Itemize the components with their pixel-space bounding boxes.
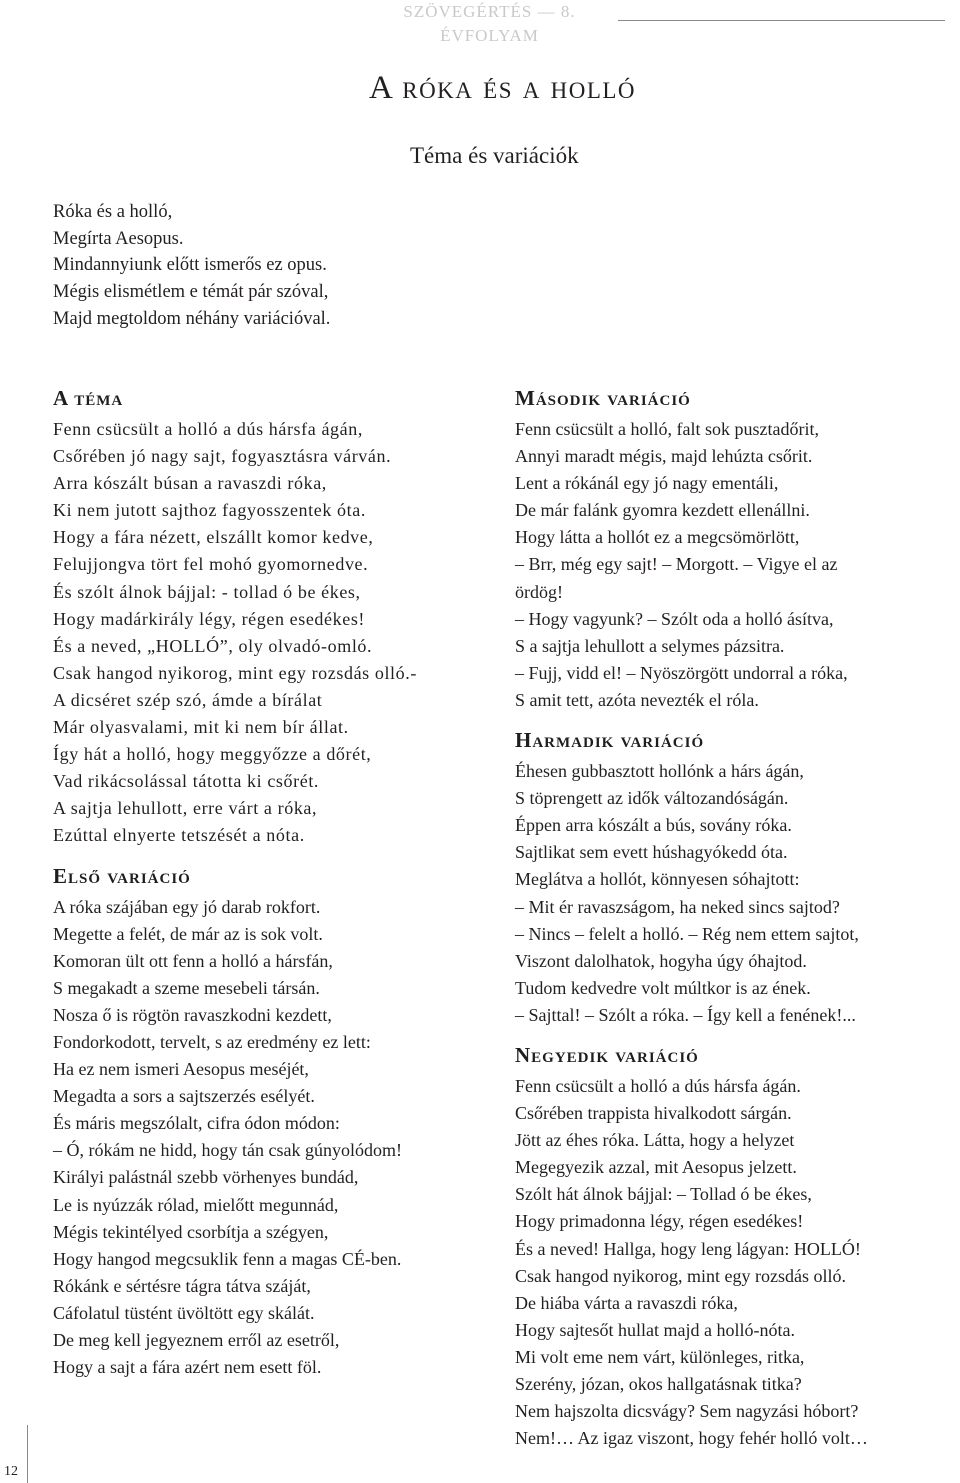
intro-line: Mégis elismétlem e témát pár szóval, <box>53 282 329 303</box>
poem-line: Szerény, józan, okos hallgatásnak titka? <box>515 1374 802 1394</box>
poem-line: Hogy a fára nézett, elszállt komor kedve, <box>53 527 374 548</box>
poem-line: Hogy hangod megcsuklik fenn a magas CÉ-ben. <box>53 1248 402 1269</box>
poem-lines <box>53 894 503 1382</box>
poem-line: Le is nyúzzák rólad, mielőtt megunnád, <box>53 1194 339 1215</box>
poem-line: Csőrében jó nagy sajt, fogyasztásra várván. <box>53 446 392 467</box>
poem-line: Csak hangod nyikorog, mint egy rozsdás olló.- <box>53 662 417 683</box>
poem-line: Annyi maradt mégis, majd lehúzta csőrit. <box>515 446 813 467</box>
page-title: A róka és a holló <box>368 70 637 106</box>
poem-line: S töprengett az idők változandóságán. <box>515 788 789 809</box>
intro-stanza <box>53 199 330 333</box>
poem-line: Jött az éhes róka. Látta, hogy a helyzet <box>515 1130 795 1151</box>
poem-line: Hogy primadonna légy, régen esedékes! <box>515 1211 804 1232</box>
poem-line: Hogy sajtesőt hullat majd a holló-nóta. <box>515 1319 795 1340</box>
poem-lines <box>515 758 955 1029</box>
poem-line: Csak hangod nyikorog, mint egy rozsdás olló. <box>515 1265 846 1286</box>
poem-line: Hogy madárkirály légy, régen esedékes! <box>53 608 366 629</box>
poem-line: Már olyasvalami, mit ki nem bír állat. <box>53 717 349 738</box>
poem-line: S megakadt a szeme mesebeli társán. <box>53 977 320 998</box>
poem-line: Sajtlikat sem evett húshagyókedd óta. <box>515 842 788 863</box>
poem-line: Komoran ült ott fenn a holló a hársfán, <box>53 950 333 971</box>
section-heading: Első variáció <box>53 863 191 888</box>
poem-line: – Mit ér ravaszságom, ha neked sincs sajtod? <box>515 896 840 917</box>
poem-line: – Brr, még egy sajt! – Morgott. – Vigye el az <box>515 554 838 575</box>
poem-line: Arra kószált búsan a ravaszdi róka, <box>53 473 327 494</box>
poem-line: A sajtja lehullott, erre várt a róka, <box>53 798 318 819</box>
poem-line: Éhesen gubbasztott hollónk a hárs ágán, <box>515 761 804 782</box>
poem-line: De már falánk gyomra kezdett ellenállni. <box>515 500 810 521</box>
page-number-rule <box>27 1425 28 1483</box>
section-negyedik <box>515 1041 955 1452</box>
poem-line: Meglátva a hollót, könnyesen sóhajtott: <box>515 869 800 890</box>
poem-line: Nem!… Az igaz viszont, hogy fehér holló volt… <box>515 1428 868 1449</box>
poem-line: Így hát a holló, hogy meggyőzze a dőrét, <box>53 744 372 765</box>
poem-line: Tudom kedvedre volt múltkor is az ének. <box>515 977 811 998</box>
poem-line: S amit tett, azóta nevezték el róla. <box>515 689 759 710</box>
poem-line: Királyi palástnál szebb vörhenyes bundád, <box>53 1167 359 1188</box>
section-heading: A téma <box>53 386 124 410</box>
section-tema <box>53 384 503 850</box>
poem-line: A dicséret szép szó, ámde a bírálat <box>53 689 323 710</box>
poem-line: De hiába várta a ravaszdi róka, <box>515 1292 738 1313</box>
header-rule <box>618 20 945 21</box>
poem-lines <box>53 416 503 850</box>
poem-line: Mégis tekintélyed csorbítja a szégyen, <box>53 1221 329 1242</box>
poem-line: Felujjongva tört fel mohó gyomornedve. <box>53 554 369 575</box>
poem-line: Viszont dalolhatok, hogyha úgy óhajtod. <box>515 950 807 971</box>
poem-line: Fenn csücsült a holló a dús hársfa ágán. <box>515 1075 801 1096</box>
poem-line: Nem hajszolta dicsvágy? Sem nagyzási hóbort? <box>515 1401 859 1422</box>
poem-line: – Nincs – felelt a holló. – Rég nem ettem sajtot, <box>515 923 859 944</box>
poem-line: S a sajtja lehullott a selymes pázsitra. <box>515 635 785 656</box>
poem-line: Hogy a sajt a fára azért nem esett föl. <box>53 1357 322 1378</box>
poem-line: – Fujj, vidd el! – Nyöszörgött undorral a róka, <box>515 662 848 683</box>
poem-line: ördög! <box>515 581 563 602</box>
poem-line: És szólt álnok bájjal: - tollad ó be ékes, <box>53 581 361 602</box>
poem-line: És a neved, „HOLLÓ”, oly olvadó-omló. <box>53 635 373 656</box>
intro-line: Róka és a holló, <box>53 202 173 222</box>
intro-line: Mindannyiunk előtt ismerős ez opus. <box>53 255 327 276</box>
poem-line: Nosza ő is rögtön ravaszkodni kezdett, <box>53 1004 332 1025</box>
poem-line: Vad rikácsolással tátotta ki csőrét. <box>53 771 320 792</box>
poem-line: Rókánk e sértésre tágra tátva száját, <box>53 1275 311 1296</box>
poem-line: Megadta a sors a sajtszerzés esélyét. <box>53 1086 315 1107</box>
poem-line: Ha ez nem ismeri Aesopus meséjét, <box>53 1059 309 1080</box>
poem-lines <box>515 416 955 714</box>
section-heading: Második variáció <box>515 386 691 410</box>
page-subtitle: Téma és variációk <box>410 143 579 168</box>
poem-line: Mi volt eme nem várt, különleges, ritka, <box>515 1346 805 1367</box>
poem-lines <box>515 1073 955 1452</box>
poem-line: – Sajttal! – Szólt a róka. – Így kell a fenének!... <box>515 1004 856 1025</box>
poem-line: És a neved! Hallga, hogy leng lágyan: HOLLÓ! <box>515 1238 861 1259</box>
intro-line: Megírta Aesopus. <box>53 228 184 249</box>
poem-line: Fenn csücsült a holló, falt sok pusztadőrit, <box>515 419 819 439</box>
poem-line: Cáfolatul tüstént üvöltött egy skálát. <box>53 1302 315 1323</box>
poem-line: Ki nem jutott sajthoz fagyosszentek óta. <box>53 500 366 521</box>
poem-line: Ezúttal elnyerte tetszését a nóta. <box>53 825 305 846</box>
intro-line: Majd megtoldom néhány variációval. <box>53 308 331 329</box>
poem-line: Megette a felét, de már az is sok volt. <box>53 923 323 944</box>
poem-line: Csőrében trappista hivalkodott sárgán. <box>515 1103 792 1124</box>
section-harmadik <box>515 726 955 1029</box>
page-number: 12 <box>4 1464 18 1479</box>
poem-line: Fondorkodott, tervelt, s az eredmény ez lett: <box>53 1031 371 1052</box>
section-masodik <box>515 384 955 714</box>
section-elso <box>53 862 503 1382</box>
poem-line: Lent a rókánál egy jó nagy ementáli, <box>515 473 779 494</box>
running-header: SZÖVEGÉRTÉS — 8. ÉVFOLYAM <box>403 2 576 45</box>
poem-line: A róka szájában egy jó darab rokfort. <box>53 896 321 917</box>
poem-line: Szólt hát álnok bájjal: – Tollad ó be ékes, <box>515 1184 812 1205</box>
poem-line: – Ó, rókám ne hidd, hogy tán csak gúnyolódom! <box>53 1140 402 1161</box>
left-column <box>53 384 503 1393</box>
poem-line: Megegyezik azzal, mit Aesopus jelzett. <box>515 1157 797 1178</box>
poem-line: De meg kell jegyeznem erről az esetről, <box>53 1330 340 1350</box>
section-heading: Harmadik variáció <box>515 728 705 753</box>
poem-line: Hogy látta a hollót ez a megcsömörlött, <box>515 527 800 548</box>
poem-line: És máris megszólalt, cifra ódon módon: <box>53 1113 340 1134</box>
poem-line: Éppen arra kószált a bús, sovány róka. <box>515 815 792 836</box>
right-column <box>515 384 955 1464</box>
poem-line: – Hogy vagyunk? – Szólt oda a holló ásítva, <box>515 608 834 629</box>
section-heading: Negyedik variáció <box>515 1042 699 1067</box>
poem-line: Fenn csücsült a holló a dús hársfa ágán, <box>53 419 363 439</box>
